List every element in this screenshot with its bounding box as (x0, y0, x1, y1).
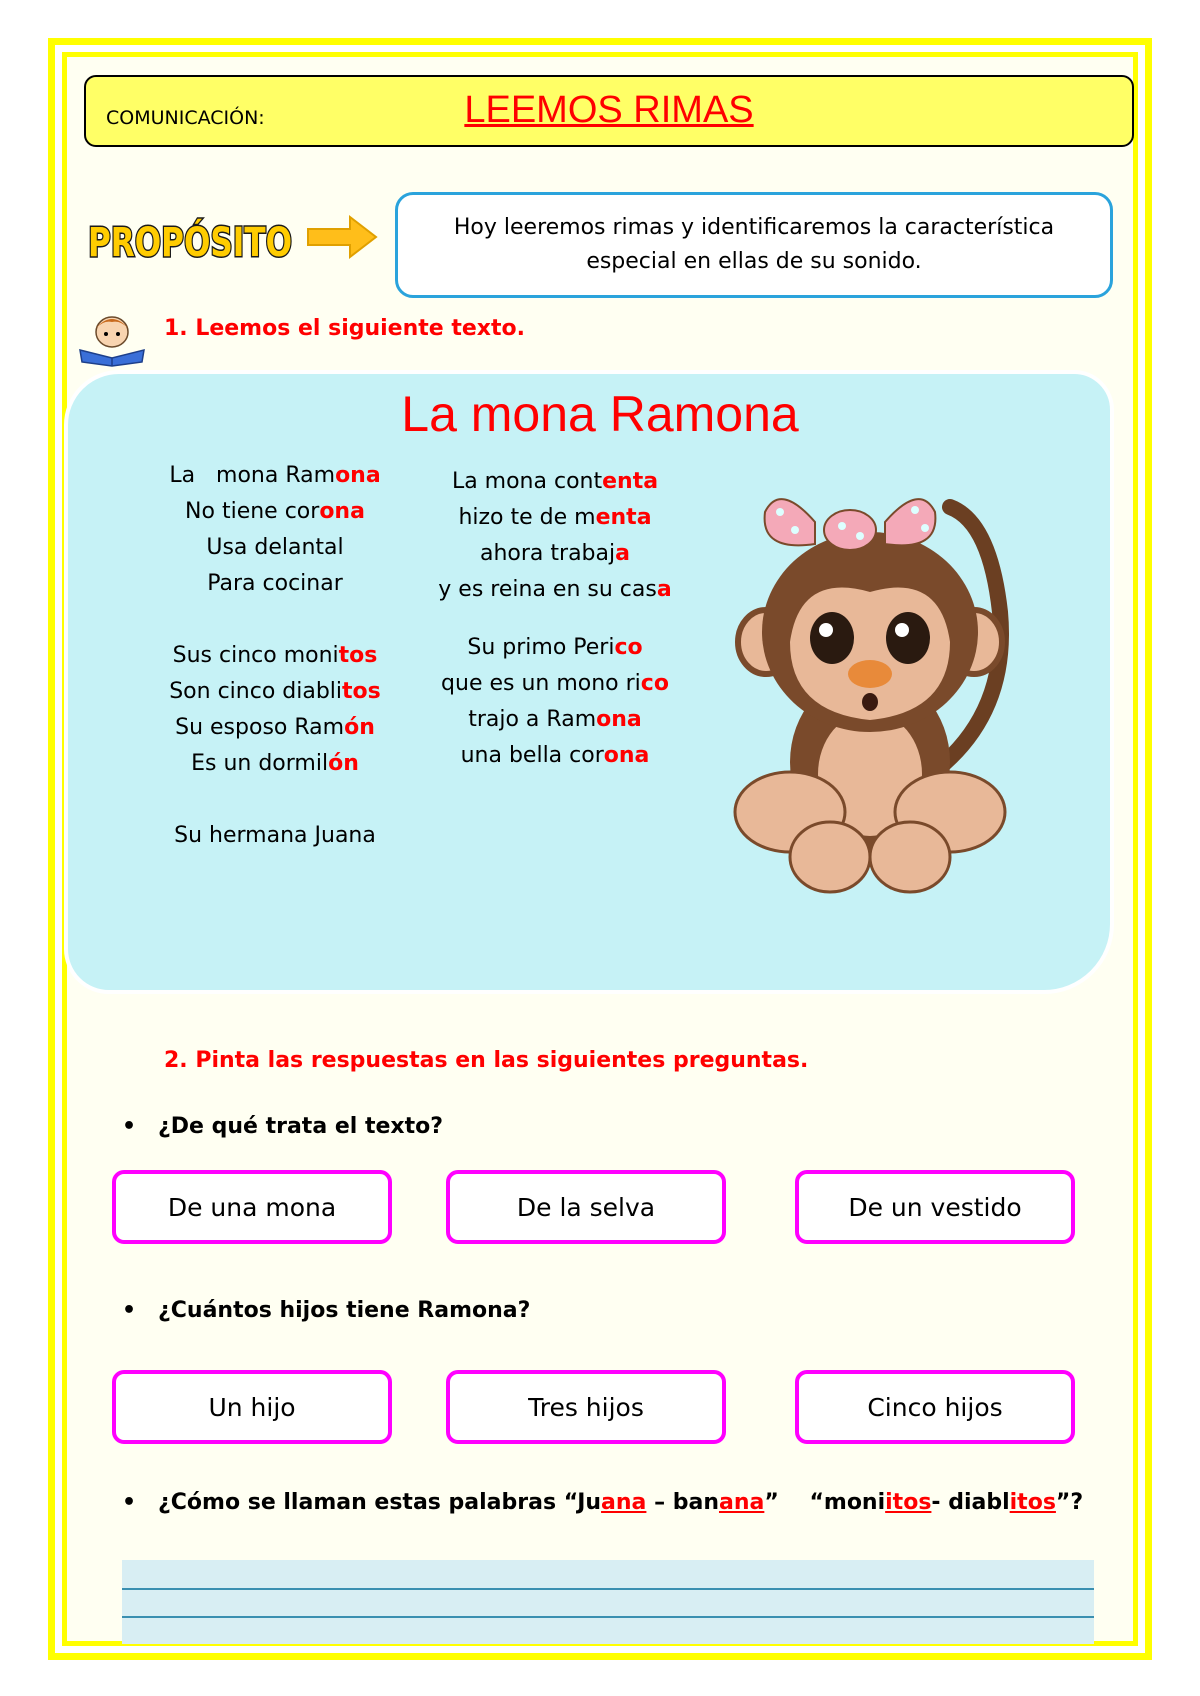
rhyme-ending: ona (335, 463, 381, 488)
poem-line: Es un dormilón (191, 751, 359, 776)
right_column-stanza-2 (420, 630, 690, 774)
purpose-text: Hoy leeremos rimas y identificaremos la característica especial en ellas de su sonido. (453, 215, 1055, 274)
question-1-text: ¿De qué trata el texto? (158, 1114, 443, 1139)
proposito-badge (86, 212, 351, 268)
reading-child-icon (76, 310, 148, 366)
rhyme-ending: tos (338, 643, 378, 668)
poem-right-column (420, 464, 690, 774)
question-2-text: ¿Cuántos hijos tiene Ramona? (158, 1298, 531, 1323)
poem-line: La mona Ramona (169, 463, 381, 488)
rhyme-ending: ona (319, 499, 365, 524)
poem-line: ahora trabaja (480, 541, 630, 566)
left_column-stanza-2 (150, 638, 400, 782)
left_column-stanza-1 (150, 458, 400, 602)
poem-line: que es un mono rico (441, 671, 669, 696)
rhyme-ending: ón (328, 751, 359, 776)
page-title: LEEMOS RIMAS (464, 89, 754, 131)
poem-line: hizo te de menta (458, 505, 652, 530)
q1-option-una-mona[interactable]: De una mona (112, 1170, 392, 1244)
right-arrow-icon (306, 214, 378, 260)
header-banner (84, 75, 1134, 147)
question-2: • ¿Cuántos hijos tiene Ramona? (122, 1298, 531, 1323)
question-1: • ¿De qué trata el texto? (122, 1114, 443, 1139)
rhyme-ending: ona (596, 707, 642, 732)
poem-line: Usa delantal (206, 535, 344, 560)
poem-line: Son cinco diablitos (169, 679, 381, 704)
subject-label: COMUNICACIÓN: (106, 107, 265, 129)
rhyme-ending: ón (344, 715, 375, 740)
answer-writing-lines[interactable] (122, 1560, 1094, 1644)
q1-option-un-vestido[interactable]: De un vestido (795, 1170, 1075, 1244)
step1-heading: 1. Leemos el siguiente texto. (164, 316, 525, 341)
poem-line: La mona contenta (451, 469, 659, 494)
rhyme-ending: co (614, 635, 643, 660)
monkey-illustration (720, 462, 1020, 902)
right_column-stanza-1 (420, 464, 690, 608)
question-3: • ¿Cómo se llaman estas palabras “Juana – banana” “moniitos- diablitos”? (122, 1490, 1084, 1515)
q2-option-cinco-hijos[interactable]: Cinco hijos (795, 1370, 1075, 1444)
left_column-stanza-3 (150, 818, 400, 854)
poem-title: La mona Ramona (401, 386, 799, 442)
rhyme-ending: enta (595, 505, 652, 530)
purpose-box (395, 192, 1113, 298)
q2-option-un-hijo[interactable]: Un hijo (112, 1370, 392, 1444)
rhyme-ending: a (615, 541, 630, 566)
poem-left-column (150, 458, 400, 854)
q1-option-la-selva[interactable]: De la selva (446, 1170, 726, 1244)
q2-option-tres-hijos[interactable]: Tres hijos (446, 1370, 726, 1444)
writing-rule (122, 1616, 1094, 1618)
step2-heading: 2. Pinta las respuestas en las siguientes preguntas. (164, 1048, 809, 1073)
poem-line: Su primo Perico (467, 635, 643, 660)
poem-line: Su esposo Ramón (175, 715, 375, 740)
poem-line: Su hermana Juana (174, 823, 376, 848)
poem-line: No tiene corona (185, 499, 365, 524)
rhyme-ending: co (640, 671, 669, 696)
rhyme-ending: ona (603, 743, 650, 768)
proposito-badge-text: PROPÓSITO (88, 220, 351, 266)
poem-line: y es reina en su casa (438, 577, 672, 602)
poem-line: Para cocinar (207, 571, 343, 596)
poem-line: una bella corona (460, 743, 650, 768)
rhyme-ending: a (656, 577, 672, 602)
poem-line: Sus cinco monitos (172, 643, 378, 668)
rhyme-ending: enta (602, 469, 659, 494)
poem-line: trajo a Ramona (468, 707, 642, 732)
writing-rule (122, 1588, 1094, 1590)
rhyme-ending: tos (342, 679, 381, 704)
